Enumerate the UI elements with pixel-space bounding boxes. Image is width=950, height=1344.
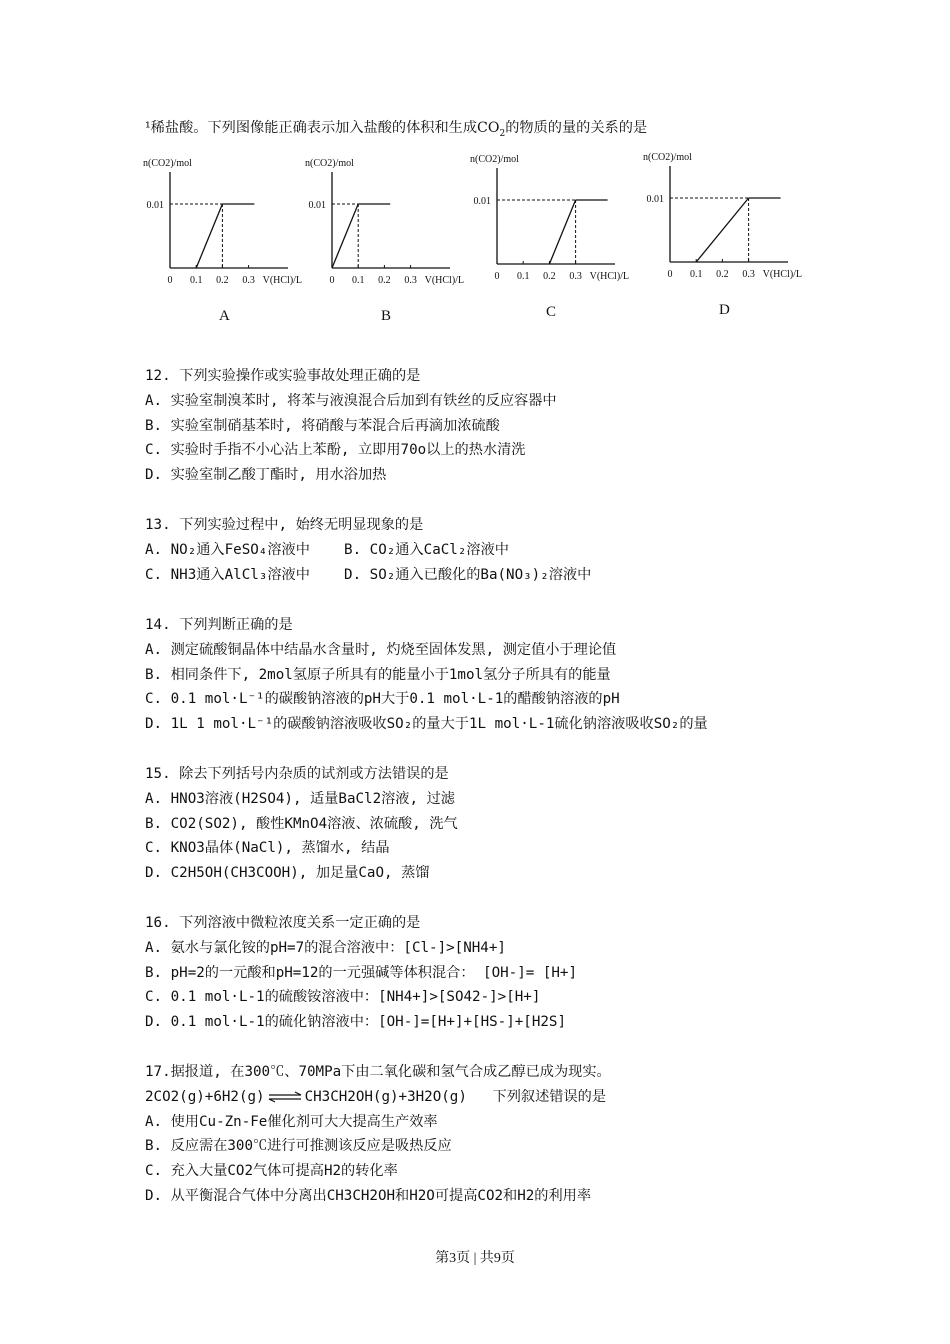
y-tick-label: 0.01 [646,194,664,205]
series-rise-line [196,204,222,268]
q14-option-c: C. 0.1 mol·L⁻¹的碳酸钠溶液的pH大于0.1 mol·L-1的醋酸钠溶液的pH [145,691,620,707]
x-tick-label: 0 [329,275,335,286]
x-tick-label: 0.1 [516,271,530,282]
equation-reactants: 2CO2(g)+6H2(g) [145,1089,265,1105]
q17-stem: 17.据报道, 在300℃、70MPa下由二氧化碳和氢气合成乙醇已成为现实。 [145,1064,611,1080]
y-tick-label: 0.01 [146,200,164,211]
intro-prefix: ¹稀盐酸。下列图像能正确表示加入盐酸的体积和生成CO [145,120,500,136]
x-tick-label: 0.1 [689,269,703,280]
q14-option-b: B. 相同条件下, 2mol氢原子所具有的能量小于1mol氢分子所具有的能量 [145,667,611,683]
q16-stem: 16. 下列溶液中微粒浓度关系一定正确的是 [145,915,421,931]
intro-line [145,117,647,139]
x-tick-label: 0.3 [742,269,755,280]
x-tick-label: 0.3 [569,271,582,282]
x-axis-label: V(HCl)/L [262,275,303,286]
x-tick-label: 0.2 [716,269,729,280]
y-axis-label: n(CO2)/mol [305,158,354,169]
q17-equation [145,1088,606,1106]
x-tick-label: 0.2 [216,275,229,286]
graph-option-label: D [719,302,730,318]
q16-option-a: A. 氨水与氯化铵的pH=7的混合溶液中：[Cl-]>[NH4+] [145,940,506,956]
q14-stem: 14. 下列判断正确的是 [145,617,293,633]
page-footer: 第3页 | 共9页 [435,1251,515,1266]
graph-plot [643,142,818,282]
y-axis-label: n(CO2)/mol [143,158,192,169]
x-tick-label: 0.2 [543,271,556,282]
q12-option-c: C. 实验时手指不小心沾上苯酚, 立即用70o以上的热水清洗 [145,442,526,458]
graph-d [643,142,833,322]
q12-stem: 12. 下列实验操作或实验事故处理正确的是 [145,368,421,384]
q14-option-d: D. 1L 1 mol·L⁻¹的碳酸钠溶液吸收SO₂的量大于1L mol·L-1硫化钠溶液吸收SO₂的量 [145,716,708,732]
x-axis-label: V(HCl)/L [762,269,803,280]
q17-option-d: D. 从平衡混合气体中分离出CH3CH2OH和H2O可提高CO2和H2的利用率 [145,1188,592,1204]
q15-option-c: C. KNO3晶体(NaCl), 蒸馏水, 结晶 [145,840,390,856]
q17-option-a: A. 使用Cu-Zn-Fe催化剂可大大提高生产效率 [145,1114,438,1130]
x-axis-label: V(HCl)/L [589,271,630,282]
x-tick-label: 0.1 [189,275,203,286]
q15-option-b: B. CO2(SO2), 酸性KMnO4溶液、浓硫酸, 洗气 [145,816,458,832]
graph-option-label: C [546,304,557,320]
x-tick-label: 0 [667,269,673,280]
x-tick-label: 0.1 [351,275,365,286]
y-axis-label: n(CO2)/mol [470,154,519,165]
y-tick-label: 0.01 [308,200,326,211]
q17-option-c: C. 充入大量CO2气体可提高H2的转化率 [145,1163,398,1179]
q15-stem: 15. 除去下列括号内杂质的试剂或方法错误的是 [145,766,449,782]
graph-plot [305,148,480,288]
graph-plot [470,144,645,284]
graph-option-label: B [381,308,392,324]
q15-option-d: D. C2H5OH(CH3COOH), 加足量CaO, 蒸馏 [145,865,430,881]
q16-option-d: D. 0.1 mol·L-1的硫化钠溶液中：[OH-]=[H+]+[HS-]+[H2S] [145,1014,566,1030]
x-tick-label: 0 [167,275,173,286]
series-rise-line [549,200,575,264]
series-rise-line [696,198,748,262]
q13-options-ab: A. NO₂通入FeSO₄溶液中 B. CO₂通入CaCl₂溶液中 [145,542,509,558]
x-axis-label: V(HCl)/L [424,275,465,286]
x-tick-label: 0.3 [242,275,255,286]
graph-c [470,144,660,324]
q15-option-a: A. HNO3溶液(H2SO4), 适量BaCl2溶液, 过滤 [145,791,455,807]
q14-option-a: A. 测定硫酸铜晶体中结晶水含量时, 灼烧至固体发黑, 测定值小于理论值 [145,642,617,658]
y-axis-label: n(CO2)/mol [643,152,692,163]
q17-option-b: B. 反应需在300℃进行可推测该反应是吸热反应 [145,1138,452,1154]
equation-products: CH3CH2OH(g)+3H2O(g) 下列叙述错误的是 [304,1089,607,1105]
x-tick-label: 0.2 [378,275,391,286]
q16-option-c: C. 0.1 mol·L-1的硫酸铵溶液中：[NH4+]>[SO42-]>[H+] [145,989,541,1005]
graph-option-label: A [219,308,230,324]
graph-b [305,148,495,328]
y-tick-label: 0.01 [473,196,491,207]
q16-option-b: B. pH=2的一元酸和pH=12的一元强碱等体积混合： [OH-]= [H+] [145,965,577,981]
graph-plot [143,148,318,288]
q12-option-a: A. 实验室制溴苯时, 将苯与液溴混合后加到有铁丝的反应容器中 [145,393,557,409]
intro-suffix: 的物质的量的关系的是 [505,120,648,136]
equilibrium-arrow-icon [267,1091,303,1103]
intro-sub: 2 [499,128,506,139]
x-tick-label: 0.3 [404,275,417,286]
q13-stem: 13. 下列实验过程中, 始终无明显现象的是 [145,517,424,533]
q13-options-cd: C. NH3通入AlCl₃溶液中 D. SO₂通入已酸化的Ba(NO₃)₂溶液中 [145,567,592,583]
x-tick-label: 0 [494,271,500,282]
q12-option-d: D. 实验室制乙酸丁酯时, 用水浴加热 [145,467,387,483]
q12-option-b: B. 实验室制硝基苯时, 将硝酸与苯混合后再滴加浓硫酸 [145,418,500,434]
series-rise-line [332,204,358,268]
